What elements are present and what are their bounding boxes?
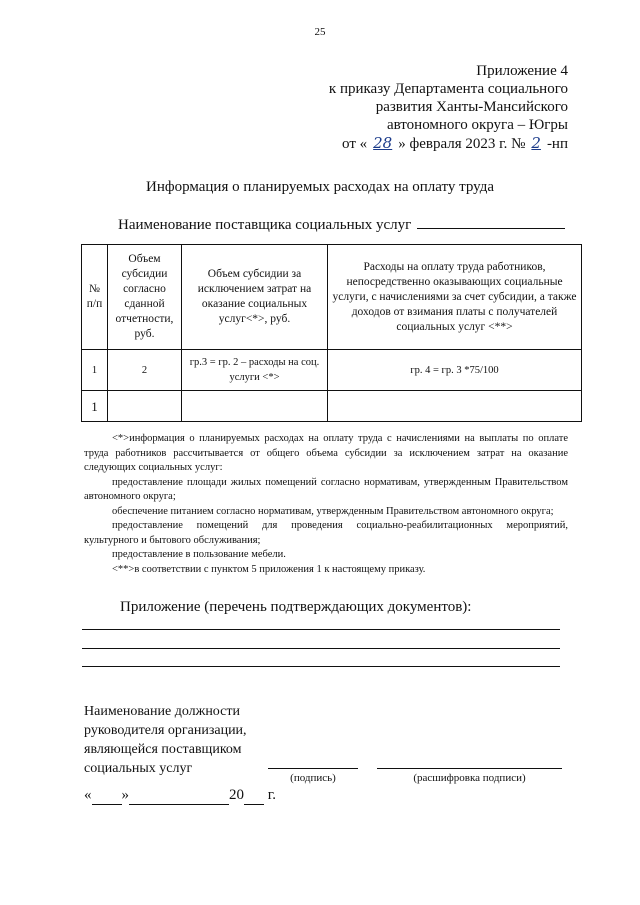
table-cell: гр. 4 = гр. 3 *75/100: [328, 350, 582, 391]
order-number-handwritten: 2: [531, 134, 541, 152]
footnote-item: предоставление в пользование мебели.: [112, 549, 286, 560]
header-cell: Расходы на оплату труда работников, непосредственно оказывающих социальные услуги, с начислениями за счет субсидии, а также доходов от взимания платы с получателей социальных услуг <**>: [328, 245, 582, 350]
table-cell: гр.3 = гр. 2 – расходы на соц. услуги <*>: [182, 350, 328, 391]
date-mid: » февраля 2023 г. №: [398, 136, 526, 152]
table-cell: [182, 391, 328, 422]
footnote-item: предоставление помещений для проведения социально-реабилитационных мероприятий, культурного и бытового обслуживания;: [84, 520, 568, 546]
date-open-quote: «: [84, 787, 92, 803]
header-cell: Объем субсидии за исключением затрат на оказание социальных услуг<*>, руб.: [182, 245, 328, 350]
date-day-handwritten: 28: [373, 134, 393, 152]
date-suffix: -нп: [546, 136, 568, 152]
date-year-prefix: 20: [229, 787, 244, 803]
documents-blank-line: [82, 629, 560, 630]
date-close-quote: »: [121, 787, 129, 803]
signatory-label-line: социальных услуг: [84, 761, 193, 776]
table-cell: [328, 391, 582, 422]
footnote-item: предоставление площади жилых помещений согласно нормативам, утвержденным Правительством автономного округа;: [84, 476, 568, 502]
date-month-blank: [129, 787, 229, 805]
table-row: [82, 391, 582, 422]
documents-label: Приложение (перечень подтверждающих документов):: [120, 599, 472, 615]
supplier-label: Наименование поставщика социальных услуг: [118, 217, 412, 233]
expenses-table: [81, 244, 582, 422]
appendix-block: [329, 62, 568, 153]
footnotes: [84, 432, 568, 577]
documents-blank-line: [82, 648, 560, 649]
footnote-item: обеспечение питанием согласно нормативам, утвержденным Правительством автономного округа;: [112, 505, 554, 517]
table-cell: 2: [108, 350, 182, 391]
signature-decode-blank-line: [377, 768, 562, 769]
footnote-2: <**>в соответствии с пунктом 5 приложения 1 к настоящему приказу.: [112, 563, 426, 575]
signature-decode-caption: (расшифровка подписи): [413, 772, 526, 784]
supplier-name-row: [118, 216, 565, 234]
appendix-line-2: к приказу Департамента социального: [328, 81, 568, 97]
table-cell: 1: [82, 350, 108, 391]
appendix-date-line: [329, 134, 568, 153]
date-year-suffix: г.: [267, 787, 276, 803]
signatory-label-line: являющейся поставщиком: [84, 742, 242, 757]
header-cell: № п/п: [82, 245, 108, 350]
header-cell: Объем субсидии согласно сданной отчетности, руб.: [108, 245, 182, 350]
table-cell: [108, 391, 182, 422]
date-prefix: от «: [342, 136, 368, 152]
appendix-line-4: автономного округа – Югры: [386, 117, 568, 133]
signature-blank-line: [268, 768, 358, 769]
signature-date-row: [84, 787, 276, 805]
signature-caption: (подпись): [290, 772, 336, 784]
document-title: Информация о планируемых расходах на оплату труда: [145, 179, 495, 195]
footnote-1: <*>информация о планируемых расходах на оплату труда с начислениями на выплаты по оплате труда работников рассчитывается от общего объема субсидии за исключением затрат на оказание следующих социальных услуг:: [84, 433, 568, 473]
appendix-line-3: развития Ханты-Мансийского: [375, 99, 568, 115]
table-header-row: [82, 245, 582, 350]
signatory-position-label: [84, 702, 247, 778]
appendix-line-1: Приложение 4: [476, 63, 568, 79]
date-year-blank: [244, 787, 264, 805]
page-number: 25: [314, 26, 326, 38]
date-day-blank: [92, 787, 122, 805]
signatory-label-line: Наименование должности: [84, 704, 240, 719]
signatory-label-line: руководителя организации,: [84, 723, 247, 738]
table-row: [82, 350, 582, 391]
table-cell: 1: [82, 391, 108, 422]
supplier-name-blank: [417, 216, 565, 229]
documents-blank-line: [82, 666, 560, 667]
